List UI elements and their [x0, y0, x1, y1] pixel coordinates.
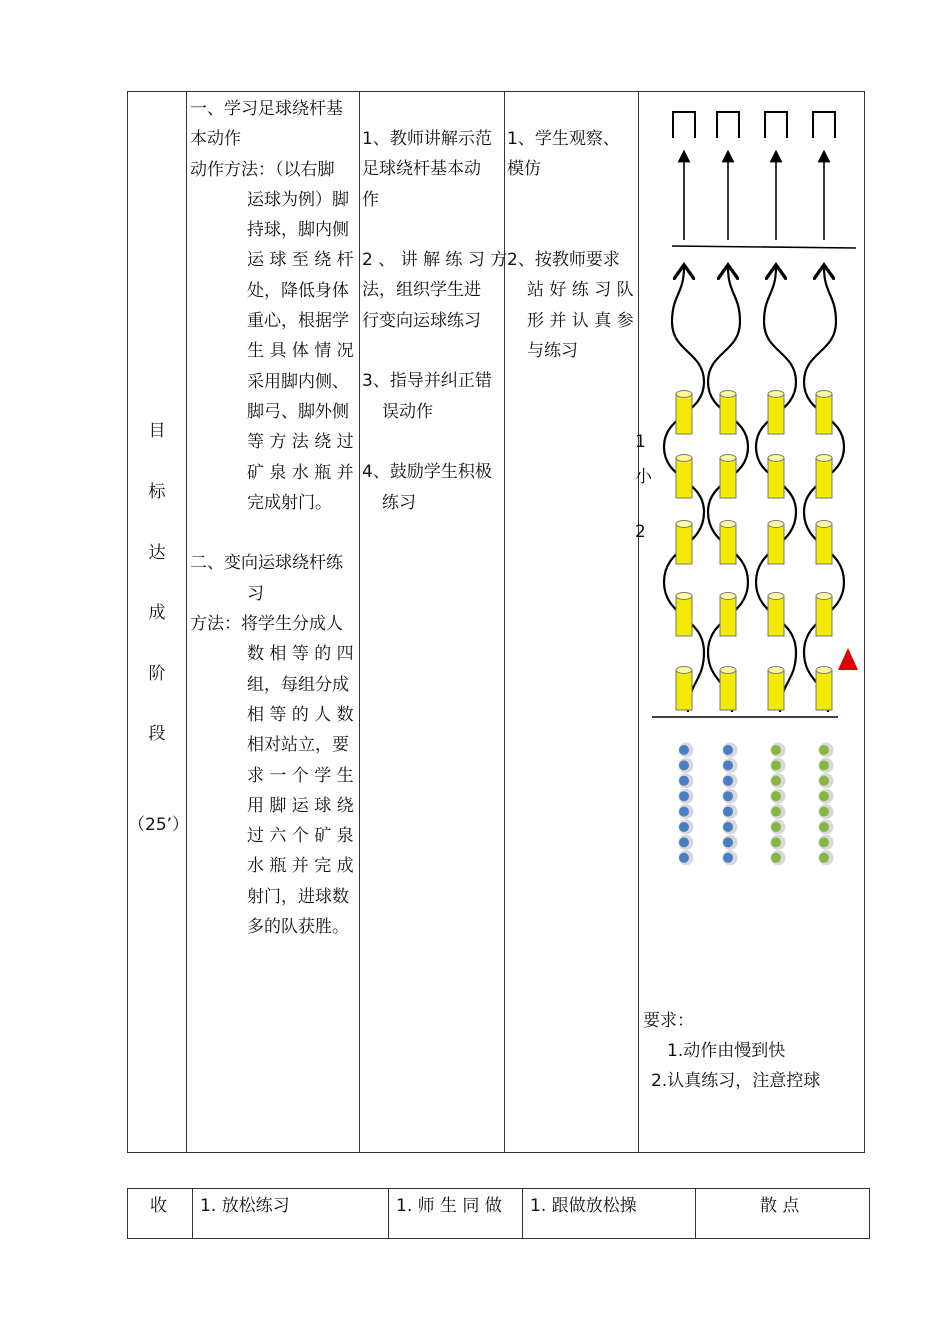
- player-dot: [819, 773, 834, 788]
- content-line: [190, 518, 358, 548]
- teacher-line: 练习: [382, 492, 416, 513]
- goal-icons: [673, 112, 835, 138]
- bottle-body: [768, 596, 784, 636]
- bottle-body: [676, 670, 692, 710]
- bottle-top: [720, 521, 736, 528]
- player-icon: [819, 837, 829, 847]
- diagram-side-label: 2: [635, 522, 646, 542]
- bottle-top: [816, 593, 832, 600]
- requirement-item: 2.认真练习，注意控球: [651, 1071, 821, 1091]
- player-dot: [819, 804, 834, 819]
- bottle-body: [720, 524, 736, 564]
- player-icon: [771, 776, 781, 786]
- content-line: 求 一 个 学 生: [247, 765, 354, 786]
- player-icon: [679, 853, 689, 863]
- bottle-top: [720, 593, 736, 600]
- player-dot: [723, 789, 738, 804]
- bottle-markers: [676, 391, 832, 711]
- content-line: 二、变向运球绕杆练: [190, 553, 343, 574]
- content-line: 脚弓、脚外侧: [247, 401, 349, 422]
- column-divider: [695, 1188, 696, 1239]
- content-line: 水 瓶 并 完 成: [247, 856, 354, 877]
- teacher-line: 足球绕杆基本动: [362, 159, 481, 180]
- stage-char: 目: [148, 421, 166, 441]
- player-dot: [771, 743, 786, 758]
- content-line: 一、学习足球绕杆基: [190, 99, 343, 119]
- bottle-top: [768, 667, 784, 674]
- player-icon: [819, 822, 829, 832]
- bottle-top: [720, 455, 736, 462]
- player-dot: [679, 758, 694, 773]
- bottle-body: [720, 670, 736, 710]
- stage-char: 阶: [148, 664, 166, 684]
- player-dot: [679, 773, 694, 788]
- bottle-marker: [768, 521, 784, 565]
- bottle-marker: [676, 521, 692, 565]
- bottle-body: [720, 596, 736, 636]
- player-icon: [819, 760, 829, 770]
- content-line: 持球，脚内侧: [247, 220, 349, 241]
- teacher-line: [362, 215, 503, 245]
- bottle-marker: [768, 455, 784, 499]
- bottle-marker: [816, 391, 832, 435]
- bottle-marker: [676, 667, 692, 711]
- student-line: 2、按教师要求: [507, 250, 620, 271]
- player-dot: [679, 789, 694, 804]
- player-icon: [723, 807, 733, 817]
- player-dot: [771, 850, 786, 865]
- bottle-marker: [720, 521, 736, 565]
- column-divider: [638, 91, 639, 1153]
- student-line: 站 好 练 习 队: [527, 280, 634, 301]
- teacher-line: 4、鼓励学生积极: [362, 462, 492, 483]
- bottle-body: [720, 394, 736, 434]
- bottle-marker: [768, 391, 784, 435]
- closing-student: 1. 跟做放松操: [530, 1196, 637, 1216]
- player-icon: [723, 760, 733, 770]
- player-icon: [723, 745, 733, 755]
- student-line: 形 并 认 真 参: [527, 310, 634, 331]
- bottle-body: [676, 524, 692, 564]
- player-dot: [819, 758, 834, 773]
- player-icon: [679, 760, 689, 770]
- player-dot: [771, 758, 786, 773]
- bottle-top: [816, 521, 832, 528]
- player-icon: [723, 791, 733, 801]
- bottle-top: [676, 455, 692, 462]
- bottle-marker: [720, 593, 736, 637]
- teacher-line: [362, 336, 503, 366]
- player-icon: [771, 853, 781, 863]
- bottle-body: [816, 670, 832, 710]
- player-dot: [819, 835, 834, 850]
- player-icon: [679, 807, 689, 817]
- player-icon: [819, 745, 829, 755]
- player-icon: [679, 837, 689, 847]
- player-icon: [771, 822, 781, 832]
- player-icon: [723, 776, 733, 786]
- player-icon: [771, 837, 781, 847]
- requirement-item: 1.动作由慢到快: [667, 1041, 786, 1061]
- player-dot: [771, 804, 786, 819]
- content-line: 组，每组分成: [247, 674, 349, 695]
- bottle-body: [768, 670, 784, 710]
- bottle-top: [816, 667, 832, 674]
- column-divider: [388, 1188, 389, 1239]
- bottle-marker: [676, 391, 692, 435]
- teacher-marker: [836, 637, 864, 675]
- content-line: 习: [247, 583, 264, 604]
- player-dot: [679, 743, 694, 758]
- player-dot: [819, 743, 834, 758]
- content-line: 采用脚内侧、: [247, 371, 349, 392]
- content-line: 用 脚 运 球 绕: [247, 795, 354, 816]
- content-line: 处，降低身体: [247, 280, 349, 301]
- student-line: [507, 185, 637, 215]
- bottle-top: [816, 455, 832, 462]
- bottle-top: [768, 593, 784, 600]
- content-line: 等 方 法 绕 过: [247, 432, 354, 453]
- player-icon: [771, 760, 781, 770]
- content-line: 相 等 的 人 数: [247, 704, 354, 725]
- bottle-marker: [816, 455, 832, 499]
- player-dot: [723, 820, 738, 835]
- content-cell: [190, 94, 358, 942]
- player-icon: [679, 791, 689, 801]
- teacher-line: 1、教师讲解示范: [362, 129, 492, 149]
- teacher-line: 2 、 讲 解 练 习 方: [362, 250, 508, 271]
- player-dot: [679, 835, 694, 850]
- bottle-top: [768, 521, 784, 528]
- content-line: 本动作: [190, 129, 241, 150]
- player-dot: [723, 835, 738, 850]
- bottle-top: [676, 391, 692, 398]
- player-icon: [723, 837, 733, 847]
- player-icon: [819, 807, 829, 817]
- player-icon: [723, 853, 733, 863]
- teacher-line: 3、指导并纠正错: [362, 371, 492, 392]
- bottle-top: [768, 391, 784, 398]
- stage-time: （25’）: [128, 815, 190, 835]
- bottle-marker: [816, 521, 832, 565]
- student-line: 与练习: [527, 341, 578, 362]
- bottle-top: [768, 455, 784, 462]
- player-dot: [723, 850, 738, 865]
- player-dot: [679, 850, 694, 865]
- goal-icon: [717, 112, 739, 138]
- student-line: [507, 215, 637, 245]
- bottle-body: [768, 458, 784, 498]
- bottle-marker: [768, 667, 784, 711]
- bottle-top: [676, 593, 692, 600]
- stage-char: 达: [148, 543, 166, 563]
- bottle-body: [768, 394, 784, 434]
- bottle-top: [816, 391, 832, 398]
- content-line: 运球为例）脚: [247, 189, 349, 210]
- content-line: 多的队获胜。: [247, 917, 349, 938]
- content-line: 相对站立，要: [247, 735, 349, 756]
- stage-char: 段: [148, 724, 166, 744]
- bottle-body: [816, 596, 832, 636]
- teacher-line: 作: [362, 189, 379, 210]
- player-icon: [771, 791, 781, 801]
- player-columns: [679, 743, 834, 866]
- student-line: 模仿: [507, 159, 541, 180]
- bottle-top: [676, 667, 692, 674]
- player-dot: [819, 850, 834, 865]
- bottle-marker: [768, 593, 784, 637]
- player-dot: [723, 773, 738, 788]
- closing-teacher: 1. 师 生 同 做: [396, 1196, 502, 1216]
- bottle-body: [676, 458, 692, 498]
- player-dot: [723, 804, 738, 819]
- content-line: 射门，进球数: [247, 886, 349, 907]
- bottle-body: [816, 524, 832, 564]
- column-divider: [192, 1188, 193, 1239]
- shot-arrows: [684, 156, 824, 240]
- formation-diagram: [640, 92, 864, 892]
- bottle-top: [720, 391, 736, 398]
- player-dot: [771, 789, 786, 804]
- player-icon: [679, 822, 689, 832]
- teacher-line: 行变向运球练习: [362, 310, 481, 331]
- player-dot: [723, 743, 738, 758]
- teacher-line: 法，组织学生进: [362, 280, 481, 301]
- content-line: 方法：将学生分成人: [190, 614, 343, 635]
- player-icon: [819, 791, 829, 801]
- content-line: 动作方法：（以右脚: [190, 159, 335, 180]
- column-divider: [359, 91, 360, 1153]
- bottle-body: [816, 394, 832, 434]
- bottle-marker: [676, 455, 692, 499]
- bottle-top: [720, 667, 736, 674]
- bottle-marker: [720, 391, 736, 435]
- requirements-title: 要求：: [643, 1011, 694, 1031]
- goal-icon: [813, 112, 835, 138]
- goal-icon: [765, 112, 787, 138]
- player-dot: [723, 758, 738, 773]
- bottle-body: [676, 394, 692, 434]
- bottle-body: [676, 596, 692, 636]
- player-icon: [679, 745, 689, 755]
- player-dot: [771, 773, 786, 788]
- content-line: 过 六 个 矿 泉: [247, 826, 354, 847]
- content-line: 运 球 至 绕 杆: [247, 250, 354, 271]
- goal-line: [672, 246, 856, 248]
- content-line: 完成射门。: [247, 492, 332, 513]
- stage-char: 成: [148, 603, 166, 623]
- bottle-body: [768, 524, 784, 564]
- bottle-marker: [720, 455, 736, 499]
- player-icon: [771, 807, 781, 817]
- player-dot: [679, 820, 694, 835]
- bottle-body: [816, 458, 832, 498]
- bottle-marker: [720, 667, 736, 711]
- content-line: 生 具 体 情 况: [247, 341, 354, 362]
- player-icon: [723, 822, 733, 832]
- bottle-top: [676, 521, 692, 528]
- teacher-line: 误动作: [382, 401, 433, 422]
- diagram-side-label: 1: [635, 432, 646, 452]
- closing-stage: 收: [150, 1196, 167, 1216]
- bottle-marker: [816, 593, 832, 637]
- player-dot: [819, 789, 834, 804]
- player-dot: [679, 804, 694, 819]
- player-dot: [819, 820, 834, 835]
- closing-organization: 散 点: [760, 1196, 800, 1216]
- player-dot: [771, 820, 786, 835]
- column-divider: [522, 1188, 523, 1239]
- column-divider: [186, 91, 187, 1153]
- player-icon: [771, 745, 781, 755]
- content-line: 矿 泉 水 瓶 并: [247, 462, 354, 483]
- teacher-line: [362, 427, 503, 457]
- bottle-body: [720, 458, 736, 498]
- teacher-cell: [362, 124, 508, 518]
- content-line: 重心，根据学: [247, 311, 349, 332]
- player-icon: [819, 776, 829, 786]
- closing-content: 1. 放松练习: [200, 1196, 290, 1216]
- student-line: 1、学生观察、: [507, 129, 620, 149]
- content-line: 数 相 等 的 四: [247, 644, 354, 665]
- goal-icon: [673, 112, 695, 138]
- stage-char: 标: [148, 482, 166, 502]
- bottle-marker: [816, 667, 832, 711]
- bottle-marker: [676, 593, 692, 637]
- player-icon: [819, 853, 829, 863]
- diagram-side-label: 小: [635, 467, 652, 487]
- student-cell: [507, 124, 637, 366]
- player-dot: [771, 835, 786, 850]
- player-icon: [679, 776, 689, 786]
